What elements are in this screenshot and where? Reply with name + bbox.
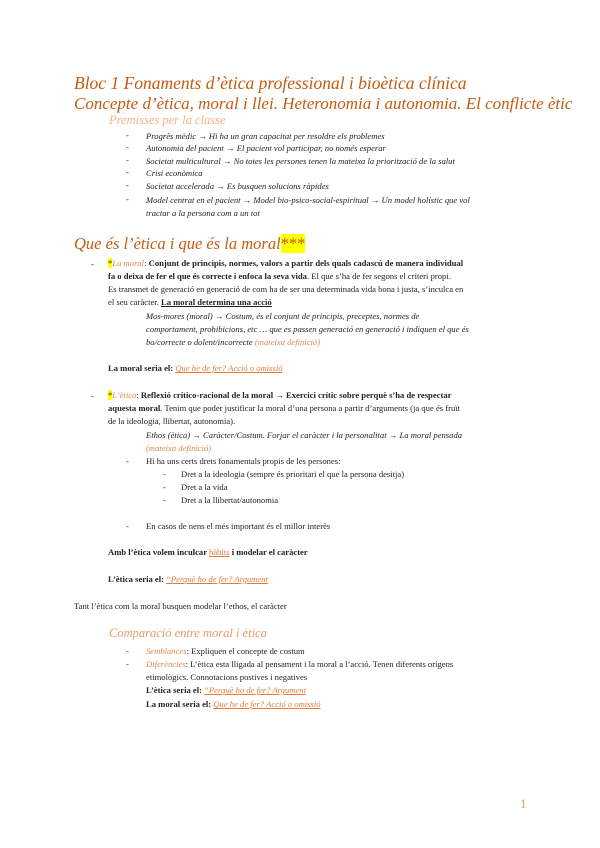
moral-seria-line [108,362,283,375]
page-number: 1 [520,796,527,811]
semblances-line [146,645,305,658]
highlight-star: * [108,390,113,400]
moral-definition-line-2 [108,270,451,283]
moral-definition-bold-2: fa o deixa de fer el que és correcte i enfoca la seva vida [108,271,307,281]
etica-question-link[interactable]: “Perquè ho de fer? Argument [166,574,268,584]
mos-mores-text: bo/correcte o dolent/incorrecte [146,337,255,347]
moral-seria-label: La moral seria el: [108,363,176,373]
mos-mores-line-2: comportament, prohibicions, etc … que es passen generació en generació i indiquen el que és [146,324,469,334]
highlight-stars: *** [280,234,306,253]
inculcar-line [108,546,308,559]
inculcar-text: Amb l’ètica volem inculcar [108,547,210,557]
colon: : [136,390,141,400]
etica-definition-bold: Reflexió crítico-racional de la moral → Exercici crític sobre perquè s’ha de respectar [140,390,452,400]
bullet-dash: - [163,469,166,479]
bullet-dash: - [126,456,129,466]
bullet-dash: - [163,495,166,505]
moral-determines-action: La moral determina una acció [160,297,272,307]
inculcar-text-end: i modelar el caràcter [229,547,308,557]
list-item: Societat multicultural → No totes les persones tenen la mateixa la priorització de la salut [146,156,455,166]
tant-text: Tant l’ètica com la moral busquen modelar l’ethos, el caràcter [74,601,287,611]
bullet-dash: - [126,142,129,152]
etica-seria-label: L’ètica seria el: [108,574,167,584]
moral-character-text: el seu caràcter. [108,297,161,307]
bullet-dash: - [126,646,129,656]
comparacio-moral-link[interactable]: Que he de fer? Acció o omissió [213,699,321,709]
moral-term: La moral [112,258,145,268]
highlight-star: * [108,258,113,268]
colon: : [144,258,149,268]
bullet-dash: - [126,155,129,165]
etica-seria-line [108,573,268,586]
moral-question-link[interactable]: Que he de fer? Acció o omissió [175,363,283,373]
list-item: Model centrat en el pacient → Model bio-psico-social-espiritual → Un model holístic que vol [146,195,470,205]
comparacio-moral-label: La moral seria el: [146,699,214,709]
ethos-line-1: Ethos (ètica) → Caràcter/Costum. Forjar el caràcter i la personalitat → La moral pensada [146,430,463,440]
bullet-dash: - [126,521,129,531]
list-item: Autonomia del pacient → El pacient vol participar, no només esperar [146,143,386,153]
dret-item: Dret a la llibertat/autonomia [181,495,279,505]
comparacio-etica-link[interactable]: “Perquè ho de fer? Argument [204,685,306,695]
comparacio-heading: Comparació entre moral i ètica [109,626,267,640]
moral-definition-rest: . El que s’ha de fer segons el criteri propi. [306,271,451,281]
list-item: Societat accelerada → Es busquen solucions ràpides [146,181,329,191]
dret-item: Dret a la ideologia (sempre és prioritari el que la persona desitja) [181,469,405,479]
dret-item: Dret a la vida [181,482,228,492]
comparacio-etica-line [146,684,306,697]
bullet-dash: - [126,194,129,204]
diferencies-text: : L’ètica esta lligada al pensament i la moral a l’acció. Tenen diferents orígens [185,659,454,669]
ethos-same-definition-tag: (mateixa definició) [146,443,212,453]
etica-definition-line-1 [108,389,451,402]
moral-definition-line-1 [108,257,463,270]
premisses-heading: Premisses per la classe [109,113,226,127]
etica-definition-line-2 [108,402,460,415]
moral-transmission-text: Es transmet de generació en generació de com ha de ser una determinada vida bona i justa, s’inculca en [108,284,464,294]
comparacio-etica-label: L’ètica seria el: [146,685,205,695]
bullet-dash: - [91,391,94,401]
bullet-dash: - [126,180,129,190]
semblances-text: : Expliquen el concepte de costum [186,646,305,656]
drets-intro: Hi ha uns certs drets fonamentals propis de les persones: [146,456,341,466]
moral-character-line [108,296,272,309]
bullet-dash: - [91,259,94,269]
diferencies-line-2: etimològics. Connotacions postives i negatives [146,672,308,682]
bullet-dash: - [126,659,129,669]
mos-mores-line-3 [146,336,320,349]
diferencies-label: Diferències [146,659,186,669]
etica-ideology-text: de la ideologia, llibertat, autonomia). [108,416,236,426]
bullet-dash: - [126,130,129,140]
etica-term: L’ètica [112,390,137,400]
mos-mores-line-1: Mos-mores (moral) → Costum, és el conjunt de principis, preceptes, normes de [146,311,420,321]
comparacio-moral-line [146,698,321,711]
list-item: Crisi econòmica [146,168,203,178]
diferencies-line-1 [146,658,453,671]
same-definition-tag: (mateixa definició) [254,337,321,347]
page-title: Bloc 1 Fonaments d’ètica professional i bioètica clínica [74,73,467,93]
section-heading-text: Que és l’ètica i que és la moral [74,234,281,253]
nens-text: En casos de nens el més important és el millor interès [146,521,331,531]
etica-definition-rest: . Tenim que poder justificar la moral d’una persona a partir d’arguments (ja que és fruït [160,403,461,413]
page-subtitle: Concepte d’ètica, moral i llei. Heteronomia i autonomia. El conflicte ètic [74,94,573,113]
list-item: Progrès mèdic → Hi ha un gran capacitat per resoldre els problemes [146,131,385,141]
habits-link[interactable]: hàbits [209,547,230,557]
etica-definition-bold-2: aquesta moral [108,403,161,413]
semblances-label: Semblances [146,646,187,656]
moral-definition-bold: Conjunt de principis, normes, valors a partir dels quals cadascú de manera individual [148,258,464,268]
bullet-dash: - [126,167,129,177]
section-heading [74,234,305,254]
bullet-dash: - [163,482,166,492]
list-item-continuation: tractar a la persona com a un tot [146,208,260,218]
